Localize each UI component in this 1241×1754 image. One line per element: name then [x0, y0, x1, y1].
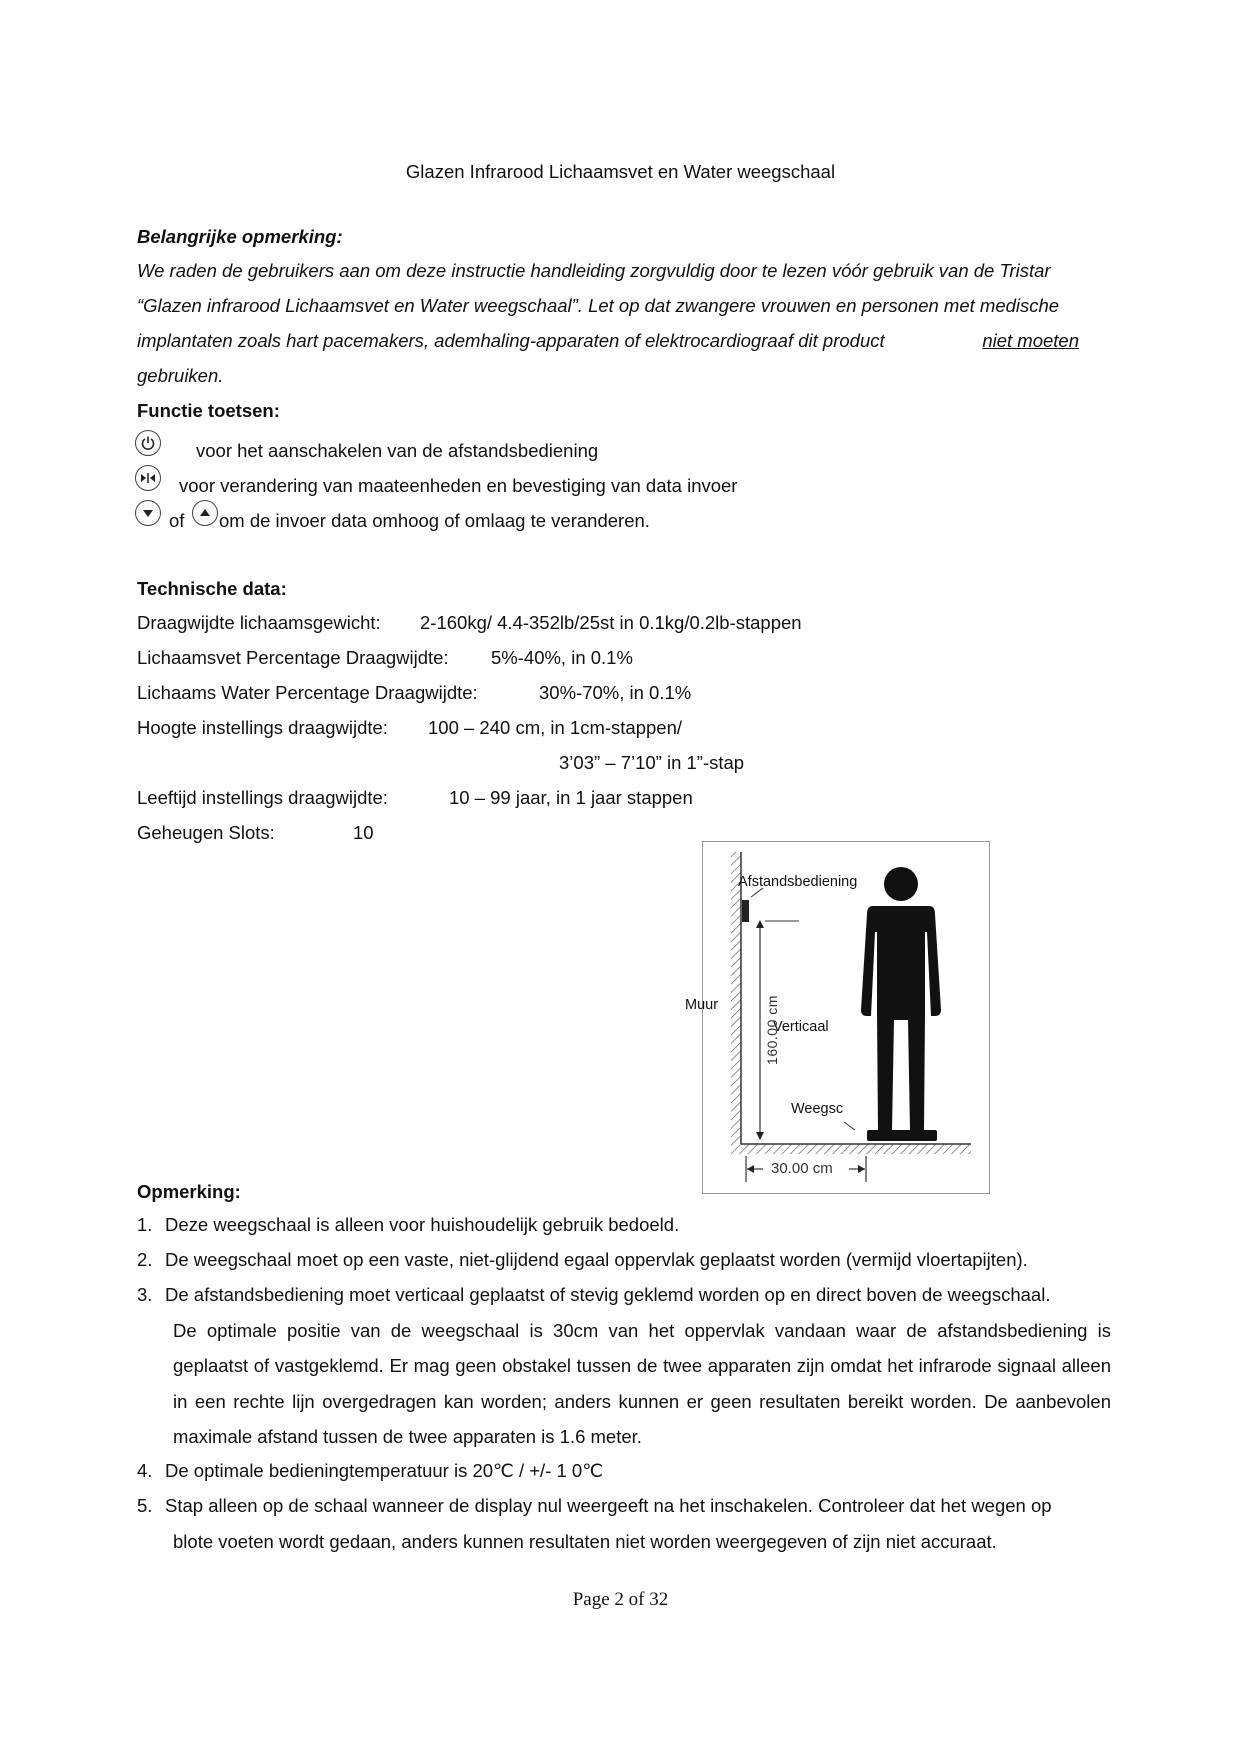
tech-label-fat: Lichaamsvet Percentage Draagwijdte: [137, 647, 449, 668]
remark-item-3 [137, 1277, 1111, 1455]
tech-value-weight: 2-160kg/ 4.4-352lb/25st in 0.1kg/0.2lb-stappen [420, 612, 802, 633]
wall-label: Muur [685, 997, 719, 1013]
scale-label: Weegsc [791, 1101, 844, 1117]
tech-value-water: 30%-70%, in 0.1% [539, 682, 692, 703]
placement-diagram [685, 841, 990, 1194]
tech-value-memory: 10 [353, 822, 374, 843]
remote-device [742, 900, 749, 922]
down-arrow-icon [135, 500, 161, 526]
remarks-heading: Opmerking: [137, 1181, 241, 1202]
remark-number: 2. [137, 1249, 153, 1270]
tech-value-height-imperial: 3’03” – 7’10” in 1”-stap [559, 752, 745, 773]
remark-text: Stap alleen op de schaal wanneer de display nul weergeeft na het inschakelen. Controleer dat het wegen op [165, 1495, 1052, 1516]
important-heading: Belangrijke opmerking: [137, 226, 343, 247]
up-arrow-icon [192, 500, 218, 526]
tech-value-fat: 5%-40%, in 0.1% [491, 647, 633, 668]
remark-text: Deze weegschaal is alleen voor huishoudelijk gebruik bedoeld. [165, 1214, 680, 1235]
remark-number: 1. [137, 1214, 153, 1235]
tech-label-age: Leeftijd instellings draagwijdte: [137, 787, 388, 808]
vertical-label: Verticaal [773, 1019, 829, 1035]
or-text: of [169, 510, 185, 531]
tech-label-height: Hoogte instellings draagwijdte: [137, 717, 388, 738]
tech-label-water: Lichaams Water Percentage Draagwijdte: [137, 682, 478, 703]
placement-diagram-graphic [703, 842, 991, 1195]
function-keys-heading: Functie toetsen: [137, 400, 280, 421]
important-underlined-text: niet moeten [982, 330, 1079, 351]
remark-text: De optimale bedieningtemperatuur is 20℃ / +/- 1 0℃ [165, 1460, 603, 1481]
remote-label: Afstandsbediening [738, 874, 858, 890]
height-label: 160.00 cm [763, 995, 780, 1065]
set-icon [135, 465, 161, 491]
tech-value-height: 100 – 240 cm, in 1cm-stappen/ [428, 717, 683, 738]
remark-item-2 [137, 1242, 1111, 1278]
technical-heading: Technische data: [137, 578, 287, 599]
person-body [861, 906, 941, 1130]
remark-text-continued: De optimale positie van de weegschaal is 30cm van het oppervlak vandaan waar de afstandsbediening is geplaatst of vastgeklemd. Er mag geen obstakel tussen de twee apparaten zijn omdat het infrarode signaal alleen in een rechte lijn overgedragen kan worden; anders kunnen er geen resultaten bereikt worden. De aanbevolen maximale afstand tussen de twee apparaten is 1.6 meter. [173, 1319, 1111, 1447]
height-arrow-top [756, 920, 764, 928]
remark-number: 3. [137, 1284, 153, 1305]
tech-label-memory: Geheugen Slots: [137, 822, 275, 843]
important-line-4: gebruiken. [137, 365, 224, 386]
height-arrow-bottom [756, 1132, 764, 1140]
page-number: Page 2 of 32 [572, 1589, 669, 1610]
document-title: Glazen Infrarood Lichaamsvet en Water weegschaal [405, 161, 836, 182]
remark-text: De weegschaal moet op een vaste, niet-glijdend egaal oppervlak geplaatst worden (vermijd vloertapijten). [165, 1249, 1028, 1270]
scale-device [867, 1130, 937, 1141]
distance-arrowhead-left [747, 1165, 754, 1173]
floor-hatch [731, 1144, 971, 1154]
wall-hatch [731, 852, 741, 1144]
power-icon [135, 430, 161, 456]
remark-text: De afstandsbediening moet verticaal geplaatst of stevig geklemd worden op en direct boven de weegschaal. [165, 1284, 1051, 1305]
important-line-2: “Glazen infrarood Lichaamsvet en Water weegschaal”. Let op dat zwangere vrouwen en personen met medische [137, 295, 1060, 316]
important-line-1: We raden de gebruikers aan om deze instructie handleiding zorgvuldig door te lezen vóór gebruik van de Tristar [137, 260, 1051, 281]
distance-label: 30.00 cm [771, 1160, 833, 1177]
important-line-3-text: implantaten zoals hart pacemakers, ademhaling-apparaten of elektrocardiograaf dit product [137, 330, 885, 351]
scale-leader-line [844, 1122, 855, 1130]
tech-value-age: 10 – 99 jaar, in 1 jaar stappen [449, 787, 693, 808]
person-head [884, 867, 918, 901]
remark-item-4 [137, 1453, 1111, 1489]
remark-number: 5. [137, 1495, 153, 1516]
set-key-text: voor verandering van maateenheden en bevestiging van data invoer [179, 475, 738, 496]
remark-text-continued: blote voeten wordt gedaan, anders kunnen resultaten niet worden weergegeven of zijn niet accuraat. [173, 1530, 997, 1552]
power-key-text: voor het aanschakelen van de afstandsbediening [196, 440, 599, 461]
remark-number: 4. [137, 1460, 153, 1481]
distance-arrowhead-right [858, 1165, 865, 1173]
important-line-3 [137, 330, 1095, 352]
updown-key-text: om de invoer data omhoog of omlaag te veranderen. [219, 510, 650, 531]
remark-item-5 [137, 1488, 1111, 1559]
tech-label-weight: Draagwijdte lichaamsgewicht: [137, 612, 381, 633]
remark-item-1 [137, 1207, 1111, 1243]
